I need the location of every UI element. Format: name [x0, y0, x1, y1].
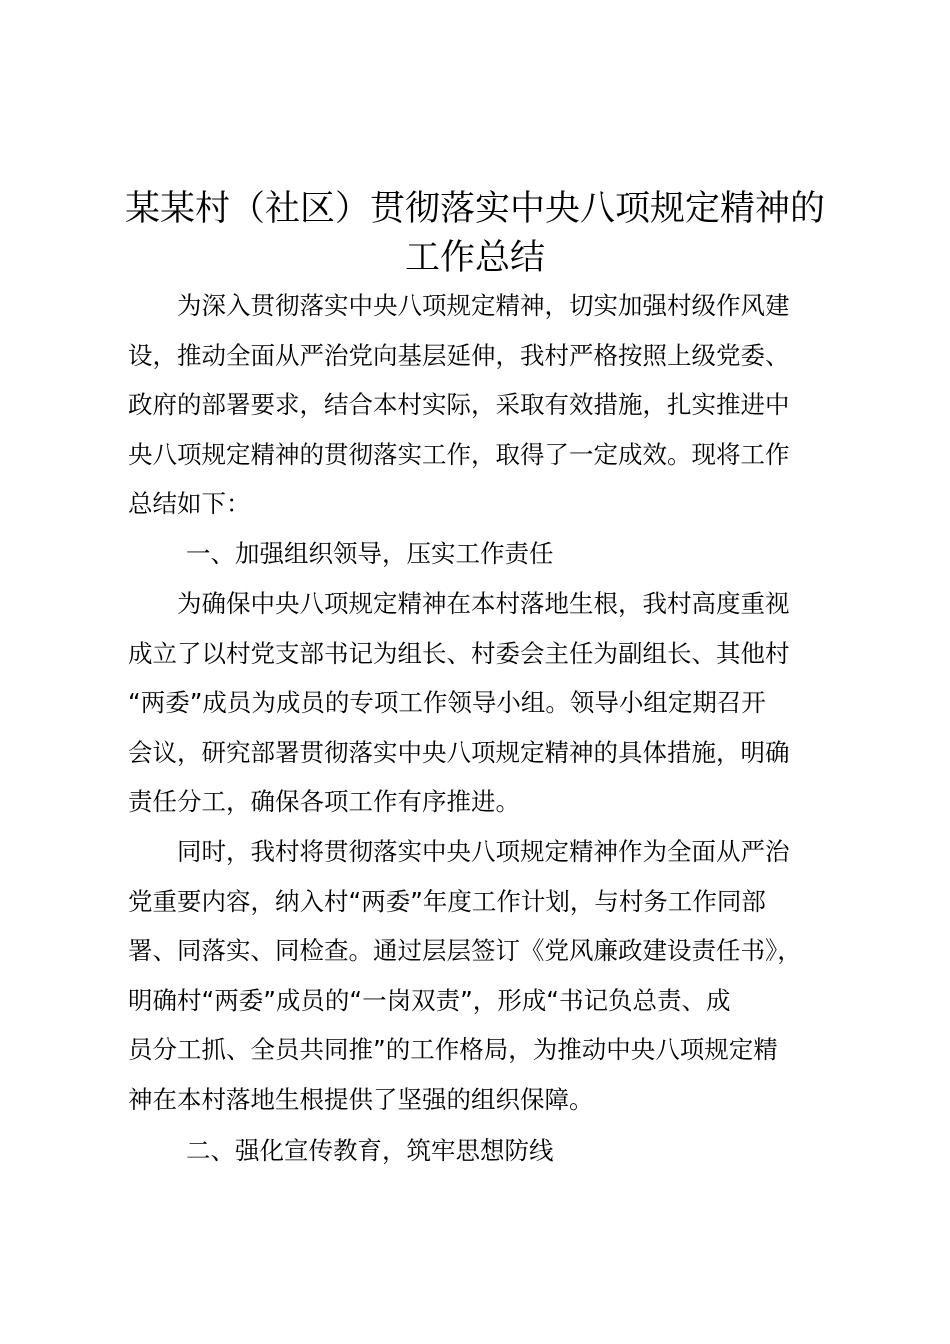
text-line: 总结如下：	[128, 489, 251, 519]
text-line: 同时，我村将贯彻落实中央八项规定精神作为全面从严治	[128, 837, 790, 866]
text-line: 署、同落实、同检查。通过层层签订《党风廉政建设责任书》，	[128, 936, 802, 966]
text-line: 为深入贯彻落实中央八项规定精神，切实加强村级作风建	[128, 291, 790, 320]
text-line: 为确保中央八项规定精神在本村落地生根，我村高度重视	[128, 589, 790, 618]
text-line: “两委”成员为成员的专项工作领导小组。领导小组定期召开	[128, 688, 766, 718]
text-line: 神在本村落地生根提供了坚强的组织保障。	[128, 1084, 594, 1114]
text-line: 责任分工，确保各项工作有序推进。	[128, 787, 520, 817]
text-line: 明确村“两委”成员的“一岗双责”，形成“书记负总责、成	[128, 985, 731, 1015]
text-line: 政府的部署要求，结合本村实际，采取有效措施，扎实推进中	[128, 390, 790, 420]
section-1-paragraph-1	[128, 579, 838, 827]
section-2-heading: 二、强化宣传教育，筑牢思想防线	[186, 1136, 554, 1165]
intro-paragraph	[128, 281, 838, 529]
text-line: 央八项规定精神的贯彻落实工作，取得了一定成效。现将工作	[128, 439, 790, 469]
document-title-line-2: 工作总结	[404, 238, 545, 278]
text-line: 会议，研究部署贯彻落实中央八项规定精神的具体措施，明确	[128, 737, 790, 767]
document-title-line-1: 某某村（社区）贯彻落实中央八项规定精神的	[124, 189, 825, 229]
section-1-heading: 一、加强组织领导，压实工作责任	[186, 539, 554, 568]
text-line: 设，推动全面从严治党向基层延伸，我村严格按照上级党委、	[128, 340, 790, 370]
text-line: 成立了以村党支部书记为组长、村委会主任为副组长、其他村	[128, 638, 790, 668]
text-line: 党重要内容，纳入村“两委”年度工作计划，与村务工作同部	[128, 886, 766, 916]
section-1-paragraph-2	[128, 827, 838, 1125]
text-line: 员分工抓、全员共同推”的工作格局，为推动中央八项规定精	[128, 1035, 778, 1065]
